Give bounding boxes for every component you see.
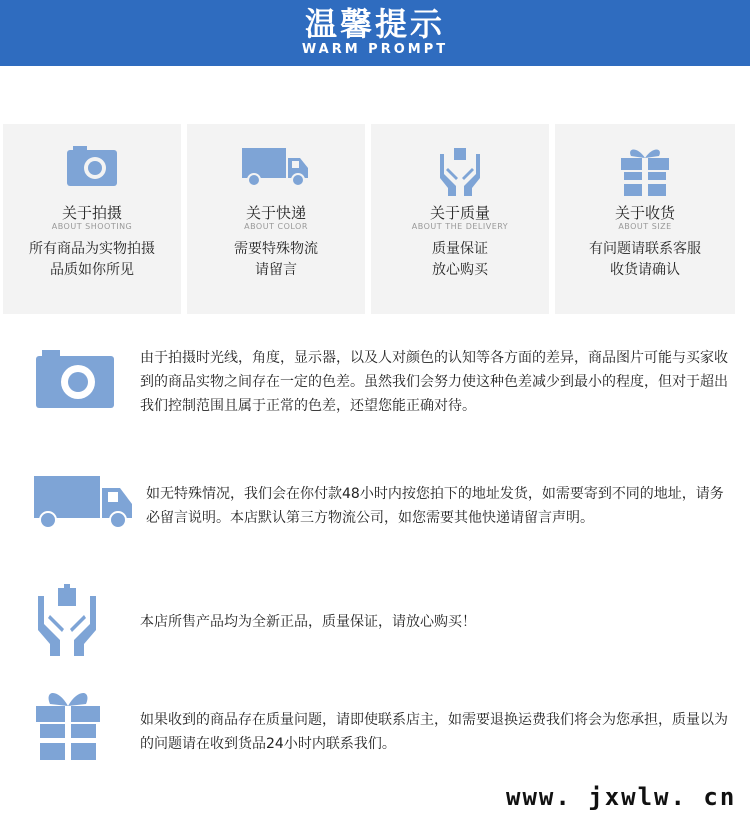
card-delivery — [187, 124, 365, 314]
header-banner — [0, 0, 750, 66]
note-text: 由于拍摄时光线，角度，显示器，以及人对颜色的认知等各方面的差异，商品图片可能与买家收到的商品实物之间存在一定的色差。虽然我们会努力使这种色差减少到最小的程度，但对于超出我们控制范围且属于正常的色差，还望您能正确对待。 — [140, 350, 728, 414]
card-line: 所有商品为实物拍摄 — [29, 241, 155, 257]
camera-icon — [3, 144, 181, 198]
note-shooting — [0, 342, 750, 422]
truck-icon — [32, 474, 136, 532]
hands-gift-icon — [371, 144, 549, 198]
card-line: 品质如你所见 — [50, 262, 134, 278]
camera-icon — [34, 348, 116, 410]
note-text: 如果收到的商品存在质量问题，请即使联系店主，如需要退换运费我们将会为您承担，质量以为的问题请在收到货品24小时内联系我们。 — [140, 712, 728, 752]
note-receipt — [0, 686, 750, 766]
page-title: 温馨提示 — [304, 5, 445, 43]
card-subtitle: ABOUT THE DELIVERY — [411, 222, 509, 231]
card-title: 关于快递 — [245, 204, 306, 222]
card-line: 放心购买 — [432, 262, 488, 278]
info-cards — [3, 124, 747, 314]
note-quality — [0, 582, 750, 658]
watermark-text: www. jxwlw. cn — [506, 783, 737, 811]
hands-gift-icon — [34, 582, 100, 658]
card-line: 质量保证 — [432, 241, 488, 257]
card-title: 关于收货 — [614, 204, 675, 222]
card-shooting — [3, 124, 181, 314]
gift-icon — [34, 686, 102, 762]
page-subtitle: WARM PROMPT — [301, 42, 449, 57]
note-delivery — [0, 472, 750, 532]
card-line: 有问题请联系客服 — [589, 241, 701, 257]
card-receipt — [555, 124, 735, 314]
card-line: 收货请确认 — [610, 262, 680, 278]
card-title: 关于拍摄 — [61, 204, 122, 222]
note-text: 本店所售产品均为全新正品，质量保证，请放心购买！ — [140, 614, 476, 630]
card-subtitle: ABOUT SHOOTING — [51, 222, 133, 231]
card-subtitle: ABOUT COLOR — [244, 222, 308, 231]
card-line: 需要特殊物流 — [234, 241, 318, 257]
truck-icon — [187, 144, 365, 198]
card-line: 请留言 — [255, 262, 297, 278]
card-quality — [371, 124, 549, 314]
gift-icon — [555, 144, 735, 198]
card-title: 关于质量 — [429, 204, 490, 222]
note-text: 如无特殊情况，我们会在你付款48小时内按您拍下的地址发货，如需要寄到不同的地址，请务必留言说明。本店默认第三方物流公司，如您需要其他快递请留言声明。 — [146, 486, 724, 526]
card-subtitle: ABOUT SIZE — [618, 222, 672, 231]
